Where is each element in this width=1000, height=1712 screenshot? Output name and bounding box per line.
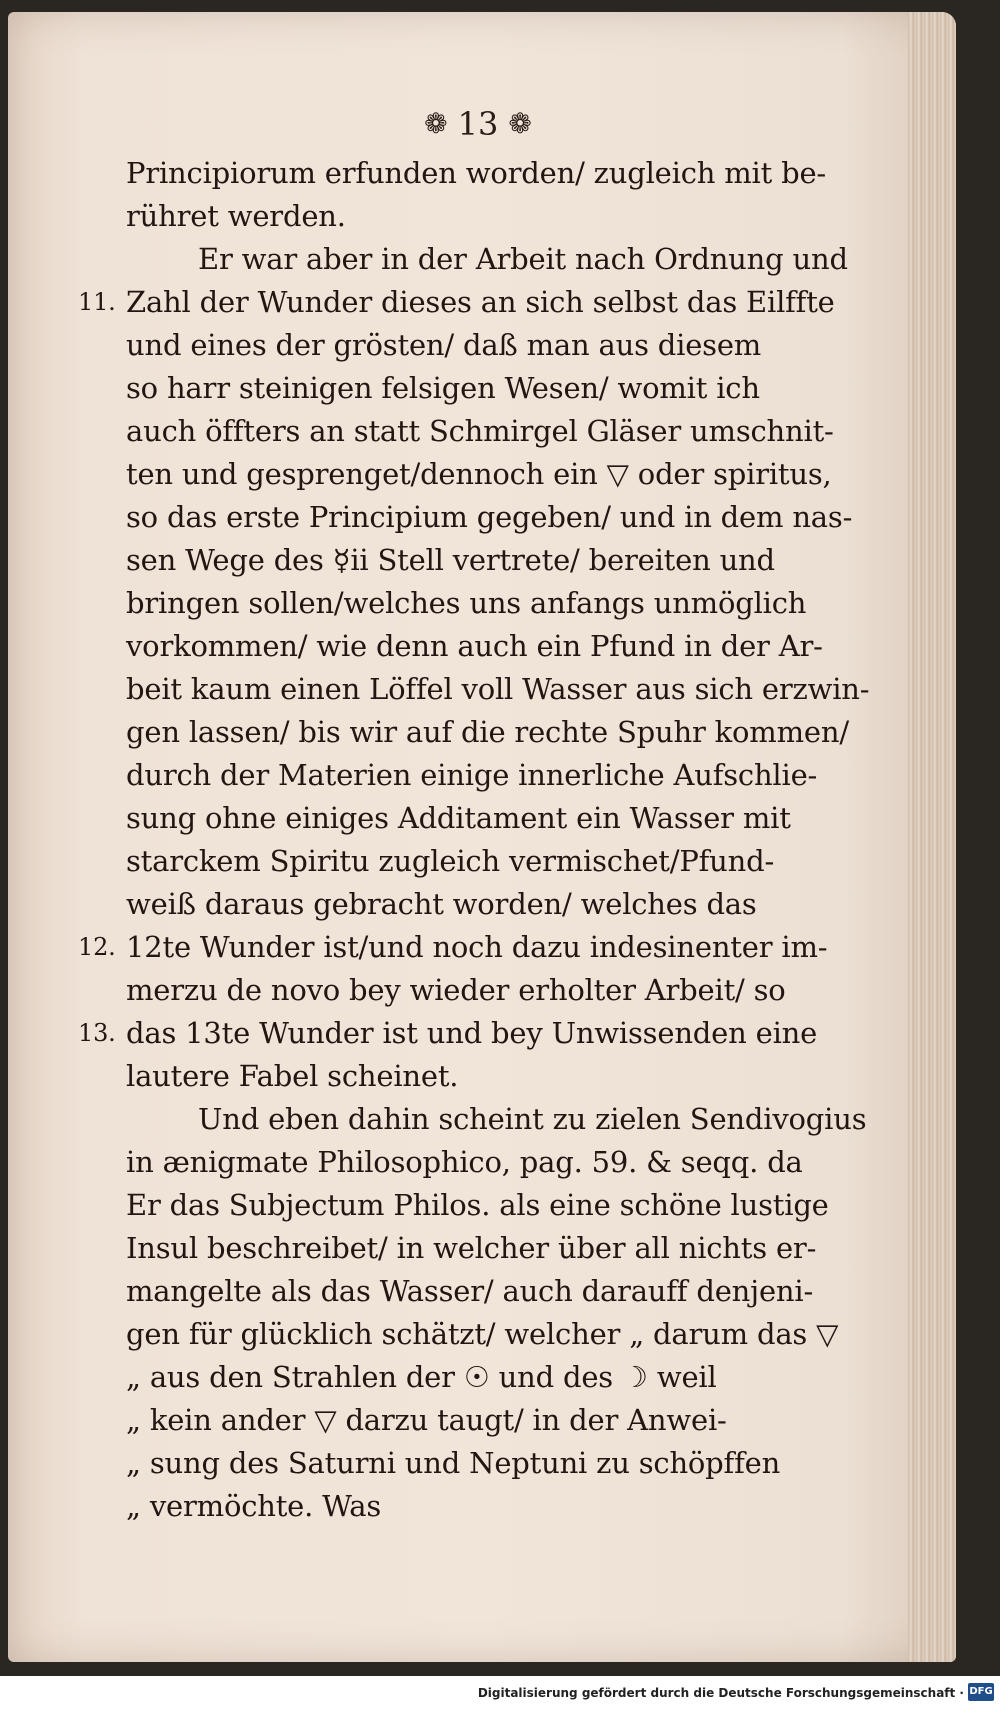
text-line (78, 1227, 898, 1270)
text-line (78, 324, 898, 367)
line-text: Insul beschreibet/ in welcher über all nichts er- (126, 1231, 817, 1265)
text-line (78, 1012, 898, 1055)
line-text: weiß daraus gebracht worden/ welches das (126, 887, 757, 921)
line-text: Zahl der Wunder dieses an sich selbst das Eilffte (126, 285, 835, 319)
text-line (78, 1356, 898, 1399)
text-line (78, 1485, 898, 1528)
text-line (78, 367, 898, 410)
line-text: sen Wege des ☿ii Stell vertrete/ bereiten und (126, 543, 775, 577)
page-edge (908, 12, 956, 1662)
line-text: beit kaum einen Löffel voll Wasser aus sich erzwin- (126, 672, 870, 706)
line-text: das 13te Wunder ist und bey Unwissenden eine (126, 1016, 818, 1050)
line-text: ten und gesprenget/dennoch ein ▽ oder spiritus, (126, 457, 832, 491)
text-line (78, 281, 898, 324)
line-text: sung ohne einiges Additament ein Wasser mit (126, 801, 791, 835)
line-text: Er war aber in der Arbeit nach Ordnung und (198, 242, 848, 276)
text-line (78, 711, 898, 754)
text-line (78, 926, 898, 969)
text-line (78, 1184, 898, 1227)
text-line (78, 582, 898, 625)
text-line (78, 1442, 898, 1485)
line-text: durch der Materien einige innerliche Aufschlie- (126, 758, 818, 792)
right-ornament-icon: ❁ (508, 107, 532, 140)
margin-number: 12. (78, 933, 116, 961)
dfg-logo: DFG (968, 1683, 994, 1701)
left-ornament-icon: ❁ (424, 107, 448, 140)
line-text: bringen sollen/welches uns anfangs unmöglich (126, 586, 807, 620)
line-text: starckem Spiritu zugleich vermischet/Pfund- (126, 844, 775, 878)
margin-number: 11. (78, 288, 116, 316)
text-line (78, 1055, 898, 1098)
text-line (78, 754, 898, 797)
page-body-text (78, 152, 898, 1528)
line-text: 12te Wunder ist/und noch dazu indesinenter im- (126, 930, 828, 964)
line-text: lautere Fabel scheinet. (126, 1059, 459, 1093)
line-text: so das erste Principium gegeben/ und in dem nas- (126, 500, 853, 534)
line-text: „ sung des Saturni und Neptuni zu schöpffen (126, 1446, 781, 1480)
line-text: so harr steinigen felsigen Wesen/ womit ich (126, 371, 760, 405)
line-text: gen lassen/ bis wir auf die rechte Spuhr kommen/ (126, 715, 849, 749)
line-text: „ vermöchte. Was (126, 1489, 382, 1523)
line-text: auch öffters an statt Schmirgel Gläser umschnit- (126, 414, 834, 448)
text-line (78, 883, 898, 926)
text-line (78, 969, 898, 1012)
footer-credit: Digitalisierung gefördert durch die Deutsche Forschungsgemeinschaft · (477, 1686, 964, 1700)
text-line (78, 410, 898, 453)
text-line (78, 152, 898, 195)
line-text: Er das Subjectum Philos. als eine schöne lustige (126, 1188, 829, 1222)
line-text: vorkommen/ wie denn auch ein Pfund in der Ar- (126, 629, 823, 663)
text-line (78, 668, 898, 711)
page-number: 13 (457, 105, 499, 143)
text-line (78, 797, 898, 840)
book-page (8, 12, 956, 1662)
text-line (78, 1399, 898, 1442)
text-line (78, 840, 898, 883)
line-text: „ kein ander ▽ darzu taugt/ in der Anwei- (126, 1403, 727, 1437)
footer-bar (0, 1676, 1000, 1712)
line-text: Und eben dahin scheint zu zielen Sendivogius (198, 1102, 867, 1136)
line-text: und eines der grösten/ daß man aus diesem (126, 328, 762, 362)
text-line (78, 496, 898, 539)
page-header (388, 104, 568, 144)
text-line (78, 1141, 898, 1184)
text-line (78, 1098, 898, 1141)
line-text: rühret werden. (126, 199, 346, 233)
line-text: in ænigmate Philosophico, pag. 59. & seqq. da (126, 1145, 803, 1179)
line-text: „ aus den Strahlen der ☉ und des ☽ weil (126, 1360, 717, 1394)
text-line (78, 453, 898, 496)
text-line (78, 1270, 898, 1313)
line-text: Principiorum erfunden worden/ zugleich mit be- (126, 156, 827, 190)
text-line (78, 625, 898, 668)
line-text: gen für glücklich schätzt/ welcher „ darum das ▽ (126, 1317, 839, 1351)
line-text: merzu de novo bey wieder erholter Arbeit/ so (126, 973, 786, 1007)
text-line (78, 539, 898, 582)
text-line (78, 195, 898, 238)
text-line (78, 1313, 898, 1356)
line-text: mangelte als das Wasser/ auch darauff denjeni- (126, 1274, 814, 1308)
margin-number: 13. (78, 1019, 116, 1047)
text-line (78, 238, 898, 281)
